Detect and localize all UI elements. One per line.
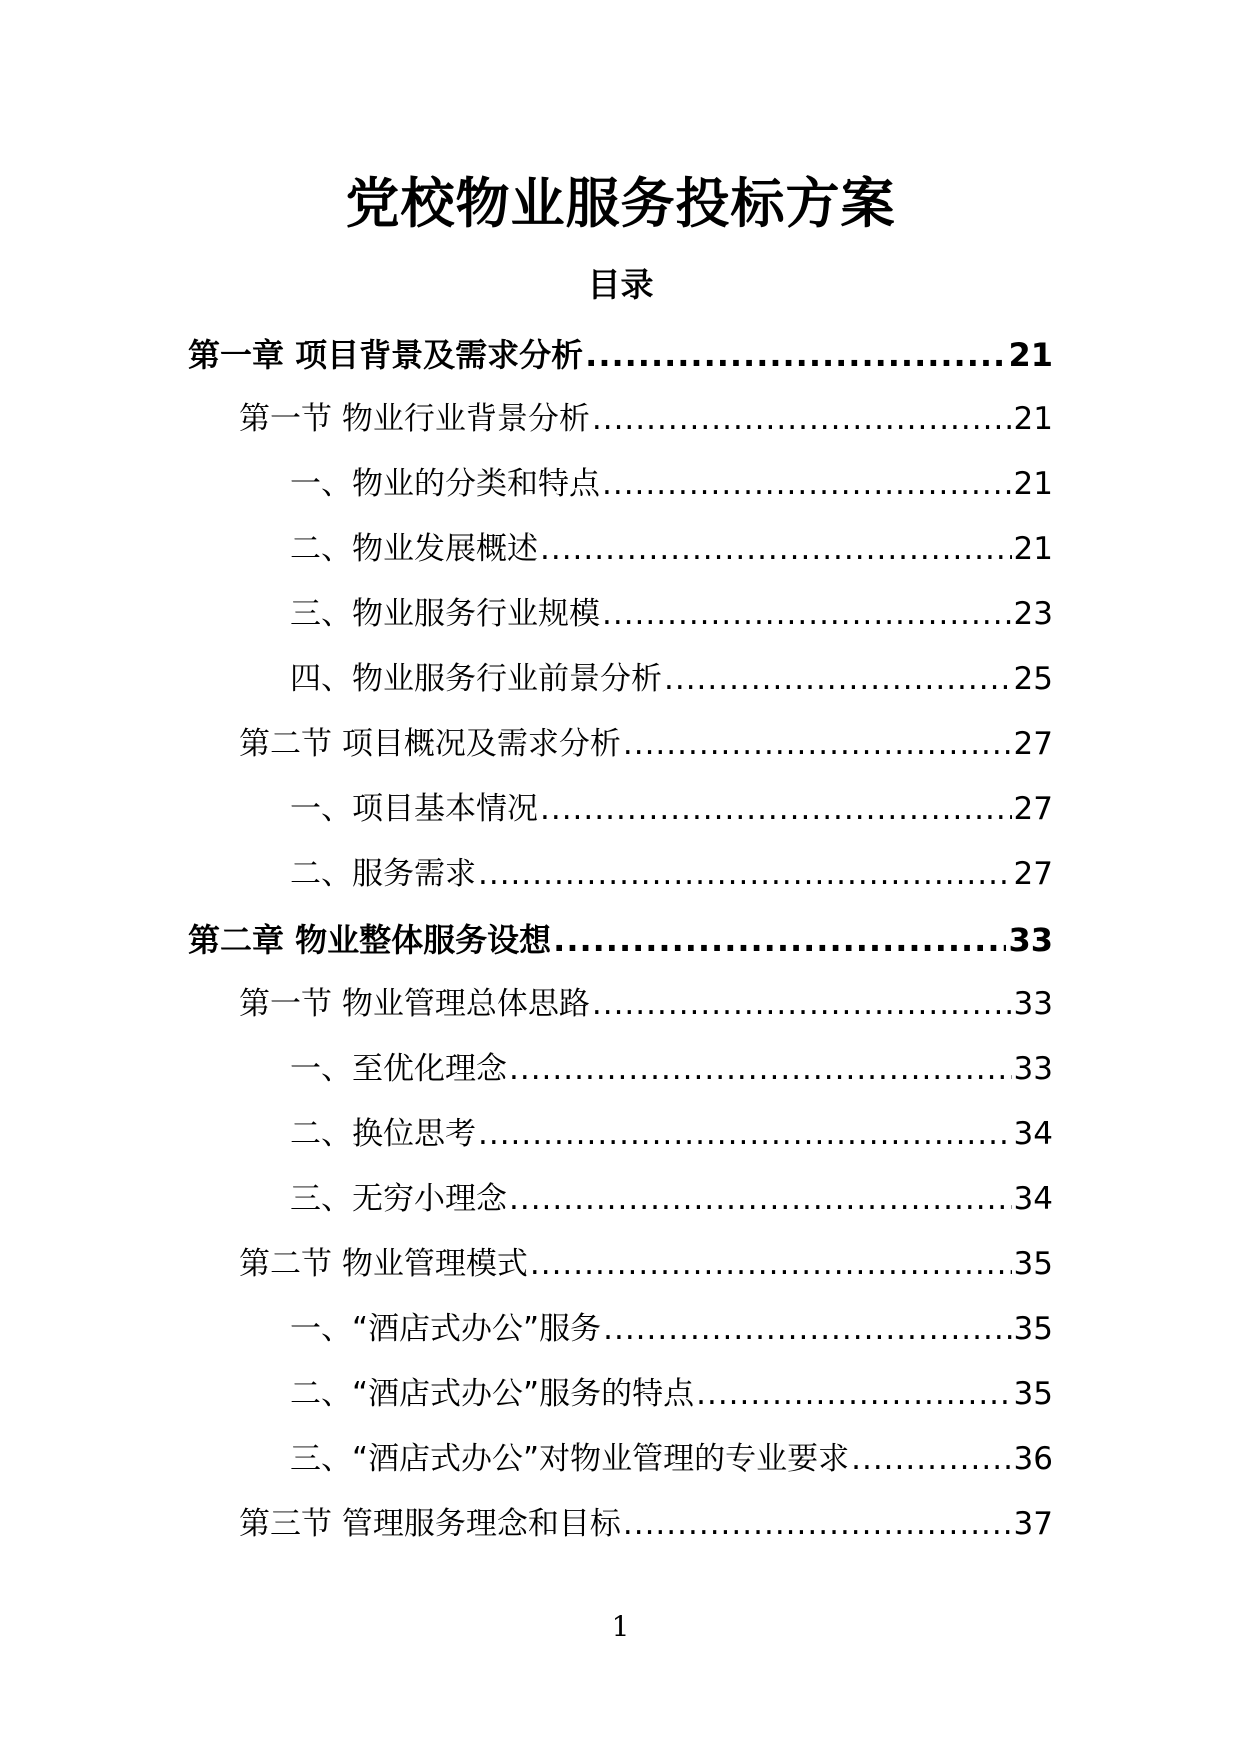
toc-entry-label: 二、“酒店式办公”服务的特点	[290, 1376, 695, 1412]
toc-dot-leader	[553, 924, 1006, 956]
toc-section-entry[interactable]	[239, 712, 1053, 777]
toc-entry-page: 21	[1013, 401, 1053, 437]
toc-dot-leader	[602, 599, 1012, 630]
toc-entry-label: 第一节 物业行业背景分析	[239, 401, 590, 437]
toc-dot-leader	[592, 989, 1012, 1020]
toc-section-entry[interactable]	[239, 972, 1053, 1037]
toc-dot-leader	[696, 1379, 1011, 1410]
toc-entry-label: 第三节 管理服务理念和目标	[239, 1506, 621, 1542]
toc-dot-leader	[509, 1054, 1012, 1085]
toc-entry-page: 21	[1013, 531, 1053, 567]
toc-entry-label: 一、至优化理念	[290, 1051, 507, 1087]
toc-dot-leader	[603, 1314, 1011, 1345]
document-title: 党校物业服务投标方案	[345, 172, 896, 235]
toc-dot-leader	[623, 729, 1012, 760]
toc-section-entry[interactable]	[239, 1232, 1053, 1297]
toc-entry-page: 27	[1013, 791, 1053, 827]
toc-dot-leader	[623, 1509, 1012, 1540]
toc-entry-label: 第二节 项目概况及需求分析	[239, 726, 621, 762]
toc-entry-page: 35	[1013, 1311, 1053, 1347]
toc-dot-leader	[592, 404, 1012, 435]
toc-entry-page: 21	[1013, 466, 1053, 502]
page-number: 1	[611, 1610, 630, 1643]
toc-entry-page: 27	[1013, 856, 1053, 892]
toc-subsection-entry[interactable]	[290, 582, 1053, 647]
toc-chapter-entry[interactable]	[188, 907, 1053, 972]
toc-dot-leader	[478, 859, 1012, 890]
toc-dot-leader	[530, 1249, 1012, 1280]
toc-subsection-entry[interactable]	[290, 842, 1053, 907]
toc-entry-page: 33	[1013, 986, 1053, 1022]
toc-dot-leader	[540, 794, 1012, 825]
toc-dot-leader	[851, 1444, 1011, 1475]
toc-dot-leader	[602, 469, 1012, 500]
toc-entry-label: 一、“酒店式办公”服务	[290, 1311, 602, 1347]
toc-entry-label: 二、服务需求	[290, 856, 476, 892]
toc-subsection-entry[interactable]	[290, 1362, 1053, 1427]
toc-entry-page: 34	[1013, 1116, 1053, 1152]
toc-entry-label: 第二章 物业整体服务设想	[188, 920, 552, 959]
toc-entry-label: 三、“酒店式办公”对物业管理的专业要求	[290, 1441, 850, 1477]
toc-entry-label: 一、物业的分类和特点	[290, 466, 600, 502]
toc-entry-page: 33	[1013, 1051, 1053, 1087]
toc-entry-page: 35	[1013, 1246, 1053, 1282]
toc-section-entry[interactable]	[239, 387, 1053, 452]
toc-entry-page: 34	[1013, 1181, 1053, 1217]
toc-dot-leader	[585, 339, 1006, 371]
toc-heading: 目录	[587, 265, 654, 304]
toc-subsection-entry[interactable]	[290, 1297, 1053, 1362]
toc-entry-page: 27	[1013, 726, 1053, 762]
toc-entry-page: 35	[1013, 1376, 1053, 1412]
toc-entry-page: 33	[1008, 920, 1053, 959]
toc-entry-label: 二、换位思考	[290, 1116, 476, 1152]
toc-entry-label: 三、无穷小理念	[290, 1181, 507, 1217]
toc-dot-leader	[664, 664, 1012, 695]
toc-subsection-entry[interactable]	[290, 647, 1053, 712]
toc-subsection-entry[interactable]	[290, 1102, 1053, 1167]
toc-entry-label: 第一章 项目背景及需求分析	[188, 335, 584, 374]
toc-subsection-entry[interactable]	[290, 777, 1053, 842]
toc-entry-label: 第二节 物业管理模式	[239, 1246, 528, 1282]
toc-entry-page: 23	[1013, 596, 1053, 632]
toc-entry-page: 25	[1013, 661, 1053, 697]
toc-entry-label: 四、物业服务行业前景分析	[290, 661, 662, 697]
toc-subsection-entry[interactable]	[290, 517, 1053, 582]
toc-entry-page: 37	[1013, 1506, 1053, 1542]
toc-chapter-entry[interactable]	[188, 322, 1053, 387]
toc-entry-label: 三、物业服务行业规模	[290, 596, 600, 632]
toc-entry-page: 21	[1008, 335, 1053, 374]
toc-subsection-entry[interactable]	[290, 1167, 1053, 1232]
toc-dot-leader	[478, 1119, 1012, 1150]
toc-subsection-entry[interactable]	[290, 452, 1053, 517]
table-of-contents	[0, 322, 1241, 1557]
toc-subsection-entry[interactable]	[290, 1427, 1053, 1492]
toc-dot-leader	[509, 1184, 1012, 1215]
toc-section-entry[interactable]	[239, 1492, 1053, 1557]
toc-entry-page: 36	[1013, 1441, 1053, 1477]
toc-entry-label: 第一节 物业管理总体思路	[239, 986, 590, 1022]
toc-entry-label: 一、项目基本情况	[290, 791, 538, 827]
toc-subsection-entry[interactable]	[290, 1037, 1053, 1102]
toc-dot-leader	[540, 534, 1012, 565]
toc-entry-label: 二、物业发展概述	[290, 531, 538, 567]
